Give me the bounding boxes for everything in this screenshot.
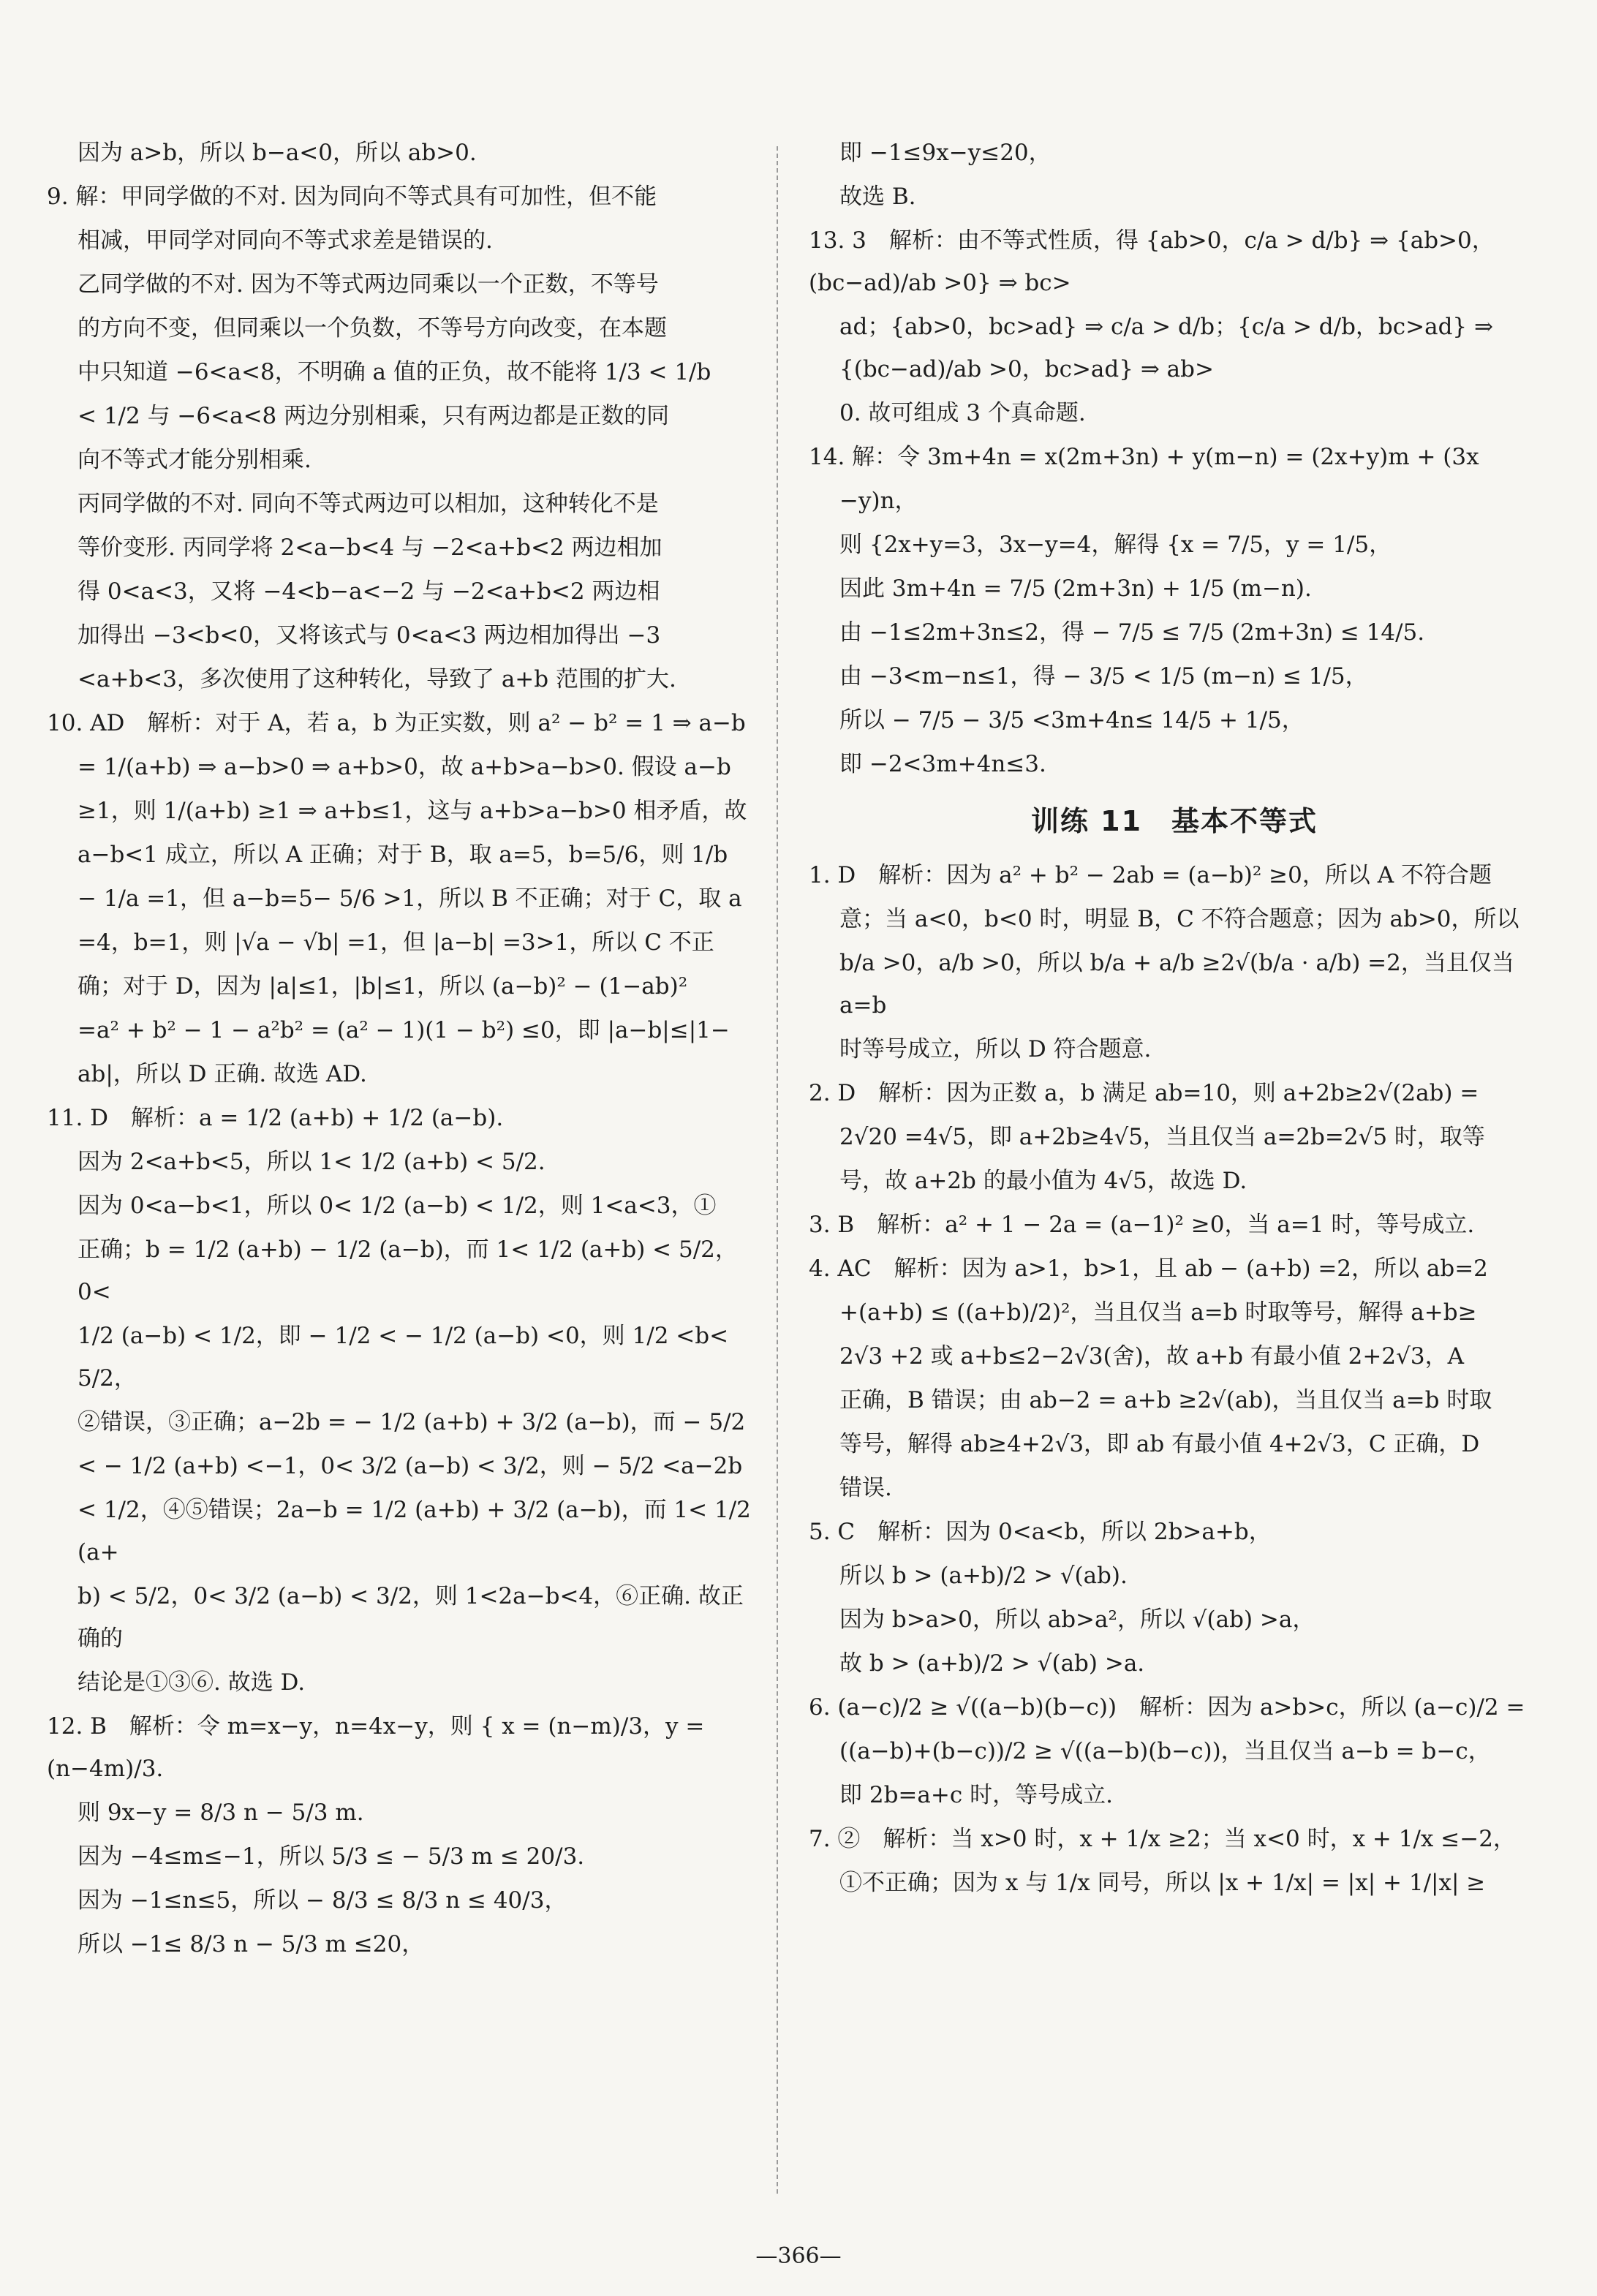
text-line: 2. D 解析：因为正数 a，b 满足 ab=10，则 a+2b≥2√(2ab) = [809,1080,1479,1106]
text-line: 即 −2<3m+4n≤3. [839,751,1046,777]
text-line: 13. 3 解析：由不等式性质，得 {ab>0，c/a > d/b} ⇒ {ab>0，(bc−ad)/ab >0} ⇒ bc> [809,227,1495,296]
text-line: 时等号成立，所以 D 符合题意. [839,1036,1152,1062]
text-line: 等价变形. 丙同学将 2<a−b<4 与 −2<a+b<2 两边相加 [78,535,662,561]
right-column [809,132,1540,1906]
text-line: 向不等式才能分别相乘. [78,447,312,473]
text-line: 由 −3<m−n≤1，得 − 3/5 < 1/5 (m−n) ≤ 1/5， [839,663,1368,690]
left-column [47,132,753,1967]
text-line: 7. ② 解析：当 x>0 时，x + 1/x ≥2；当 x<0 时，x + 1/x ≤−2， [809,1826,1516,1852]
text-line: +(a+b) ≤ ((a+b)/2)²，当且仅当 a=b 时取等号，解得 a+b≥ [839,1299,1477,1326]
text-line: ≥1，则 1/(a+b) ≥1 ⇒ a+b≤1，这与 a+b>a−b>0 相矛盾，故 [78,798,747,824]
page-number: —366— [755,2243,842,2269]
text-line: 则 {2x+y=3，3x−y=4，解得 {x = 7/5，y = 1/5， [839,532,1392,558]
text-line: 因为 2<a+b<5，所以 1< 1/2 (a+b) < 5/2. [78,1149,545,1175]
text-line: 5. C 解析：因为 0<a<b，所以 2b>a+b， [809,1519,1272,1545]
text-line: b/a >0，a/b >0，所以 b/a + a/b ≥2√(b/a · a/b) =2，当且仅当 a=b [839,950,1514,1019]
text-line: 相减，甲同学对同向不等式求差是错误的. [78,227,493,254]
text-line: 故 b > (a+b)/2 > √(ab) >a. [839,1650,1145,1677]
text-line: 3. B 解析：a² + 1 − 2a = (a−1)² ≥0，当 a=1 时，等号成立. [809,1212,1475,1238]
text-line: 1/2 (a−b) < 1/2，即 − 1/2 < − 1/2 (a−b) <0，则 1/2 <b< 5/2， [78,1323,729,1391]
text-line: 2√20 =4√5，即 a+2b≥4√5，当且仅当 a=2b=2√5 时，取等 [839,1124,1485,1150]
text-line: ad；{ab>0，bc>ad} ⇒ c/a > d/b；{c/a > d/b，bc>ad} ⇒ {(bc−ad)/ab >0，bc>ad} ⇒ ab> [839,314,1493,382]
text-line: 2√3 +2 或 a+b≤2−2√3(舍)，故 a+b 有最小值 2+2√3，A [839,1343,1464,1370]
section-title: 训练 11 基本不等式 [1030,805,1318,837]
text-line: −y)n， [839,488,918,514]
text-line: 中只知道 −6<a<8，不明确 a 值的正负，故不能将 1/3 < 1/b [78,359,711,385]
text-line: 等号，解得 ab≥4+2√3，即 ab 有最小值 4+2√3，C 正确，D [839,1431,1480,1457]
text-line: 因为 −4≤m≤−1，所以 5/3 ≤ − 5/3 m ≤ 20/3. [78,1843,585,1870]
text-line: = 1/(a+b) ⇒ a−b>0 ⇒ a+b>0，故 a+b>a−b>0. 假设 a−b [78,754,731,780]
text-line: 的方向不变，但同乘以一个负数，不等号方向改变，在本题 [78,315,667,341]
text-line: < 1/2 与 −6<a<8 两边分别相乘，只有两边都是正数的同 [78,403,670,429]
text-line: =4，b=1，则 |√a − √b| =1，但 |a−b| =3>1，所以 C 不正 [78,929,714,956]
text-line: 丙同学做的不对. 同向不等式两边可以相加，这种转化不是 [78,491,659,517]
text-line: 所以 − 7/5 − 3/5 <3m+4n≤ 14/5 + 1/5， [839,707,1305,733]
text-line: < − 1/2 (a+b) <−1，0< 3/2 (a−b) < 3/2，则 − 5/2 <a−2b [78,1453,743,1479]
text-line: 即 −1≤9x−y≤20， [839,140,1052,166]
column-divider [777,146,778,2194]
text-line: 12. B 解析：令 m=x−y，n=4x−y，则 { x = (n−m)/3，y = (n−4m)/3. [47,1713,705,1782]
text-line: <a+b<3，多次使用了这种转化，导致了 a+b 范围的扩大. [78,666,676,692]
text-line: ab|，所以 D 正确. 故选 AD. [78,1061,367,1087]
text-line: =a² + b² − 1 − a²b² = (a² − 1)(1 − b²) ≤0，即 |a−b|≤|1− [78,1017,730,1043]
text-line: ②错误，③正确；a−2b = − 1/2 (a+b) + 3/2 (a−b)，而 − 5/2 [78,1409,746,1435]
text-line: 1. D 解析：因为 a² + b² − 2ab = (a−b)² ≥0，所以 A 不符合题 [809,862,1492,888]
text-line: 则 9x−y = 8/3 n − 5/3 m. [78,1800,364,1826]
text-line: 故选 B. [839,184,916,210]
text-line: 0. 故可组成 3 个真命题. [839,400,1086,426]
text-line: 10. AD 解析：对于 A，若 a，b 为正实数，则 a² − b² = 1 ⇒ a−b [47,710,746,736]
text-line: 确；对于 D，因为 |a|≤1，|b|≤1，所以 (a−b)² − (1−ab)² [78,973,688,1000]
text-line: 即 2b=a+c 时，等号成立. [839,1782,1113,1808]
text-line: 由 −1≤2m+3n≤2，得 − 7/5 ≤ 7/5 (2m+3n) ≤ 14/5. [839,619,1425,646]
text-line: 9. 解：甲同学做的不对. 因为同向不等式具有可加性，但不能 [47,184,657,210]
text-line: 号，故 a+2b 的最小值为 4√5，故选 D. [839,1168,1247,1194]
text-line: < 1/2，④⑤错误；2a−b = 1/2 (a+b) + 3/2 (a−b)，而 1< 1/2 (a+ [78,1497,751,1566]
text-line: − 1/a =1，但 a−b=5− 5/6 >1，所以 B 不正确；对于 C，取 a [78,885,742,912]
text-line: 4. AC 解析：因为 a>1，b>1，且 ab − (a+b) =2，所以 ab=2 [809,1255,1488,1282]
text-line: 得 0<a<3，又将 −4<b−a<−2 与 −2<a+b<2 两边相 [78,578,660,605]
text-line: ①不正确；因为 x 与 1/x 同号，所以 |x + 1/x| = |x| + 1/|x| ≥ [839,1870,1486,1896]
text-line: 错误. [839,1475,892,1501]
text-line: a−b<1 成立，所以 A 正确；对于 B，取 a=5，b=5/6，则 1/b [78,842,728,868]
text-line: 因为 −1≤n≤5，所以 − 8/3 ≤ 8/3 n ≤ 40/3， [78,1887,567,1914]
text-line: 乙同学做的不对. 因为不等式两边同乘以一个正数，不等号 [78,271,659,298]
text-line: 14. 解：令 3m+4n = x(2m+3n) + y(m−n) = (2x+y)m + (3x [809,444,1479,470]
text-line: 11. D 解析：a = 1/2 (a+b) + 1/2 (a−b). [47,1105,504,1131]
text-line: 6. (a−c)/2 ≥ √((a−b)(b−c)) 解析：因为 a>b>c，所以 (a−c)/2 = [809,1694,1525,1721]
text-line: 意；当 a<0，b<0 时，明显 B，C 不符合题意；因为 ab>0，所以 [839,906,1519,932]
text-line: 正确；b = 1/2 (a+b) − 1/2 (a−b)，而 1< 1/2 (a+b) < 5/2，0< [78,1236,738,1305]
text-line: 因为 a>b，所以 b−a<0，所以 ab>0. [78,140,477,166]
text-line: 因此 3m+4n = 7/5 (2m+3n) + 1/5 (m−n). [839,575,1312,602]
text-line: 结论是①③⑥. 故选 D. [78,1669,306,1696]
text-line: 因为 b>a>0，所以 ab>a²，所以 √(ab) >a， [839,1606,1315,1633]
text-line: 加得出 −3<b<0，又将该式与 0<a<3 两边相加得出 −3 [78,622,661,649]
text-line: 所以 −1≤ 8/3 n − 5/3 m ≤20， [78,1931,425,1957]
text-line: 正确，B 错误；由 ab−2 = a+b ≥2√(ab)，当且仅当 a=b 时取 [839,1387,1492,1413]
text-line: 因为 0<a−b<1，所以 0< 1/2 (a−b) < 1/2，则 1<a<3，① [78,1193,717,1219]
text-line: 所以 b > (a+b)/2 > √(ab). [839,1563,1128,1589]
text-line: ((a−b)+(b−c))/2 ≥ √((a−b)(b−c))，当且仅当 a−b = b−c， [839,1738,1491,1764]
text-line: b) < 5/2，0< 3/2 (a−b) < 3/2，则 1<2a−b<4，⑥正确. 故正确的 [78,1583,744,1652]
